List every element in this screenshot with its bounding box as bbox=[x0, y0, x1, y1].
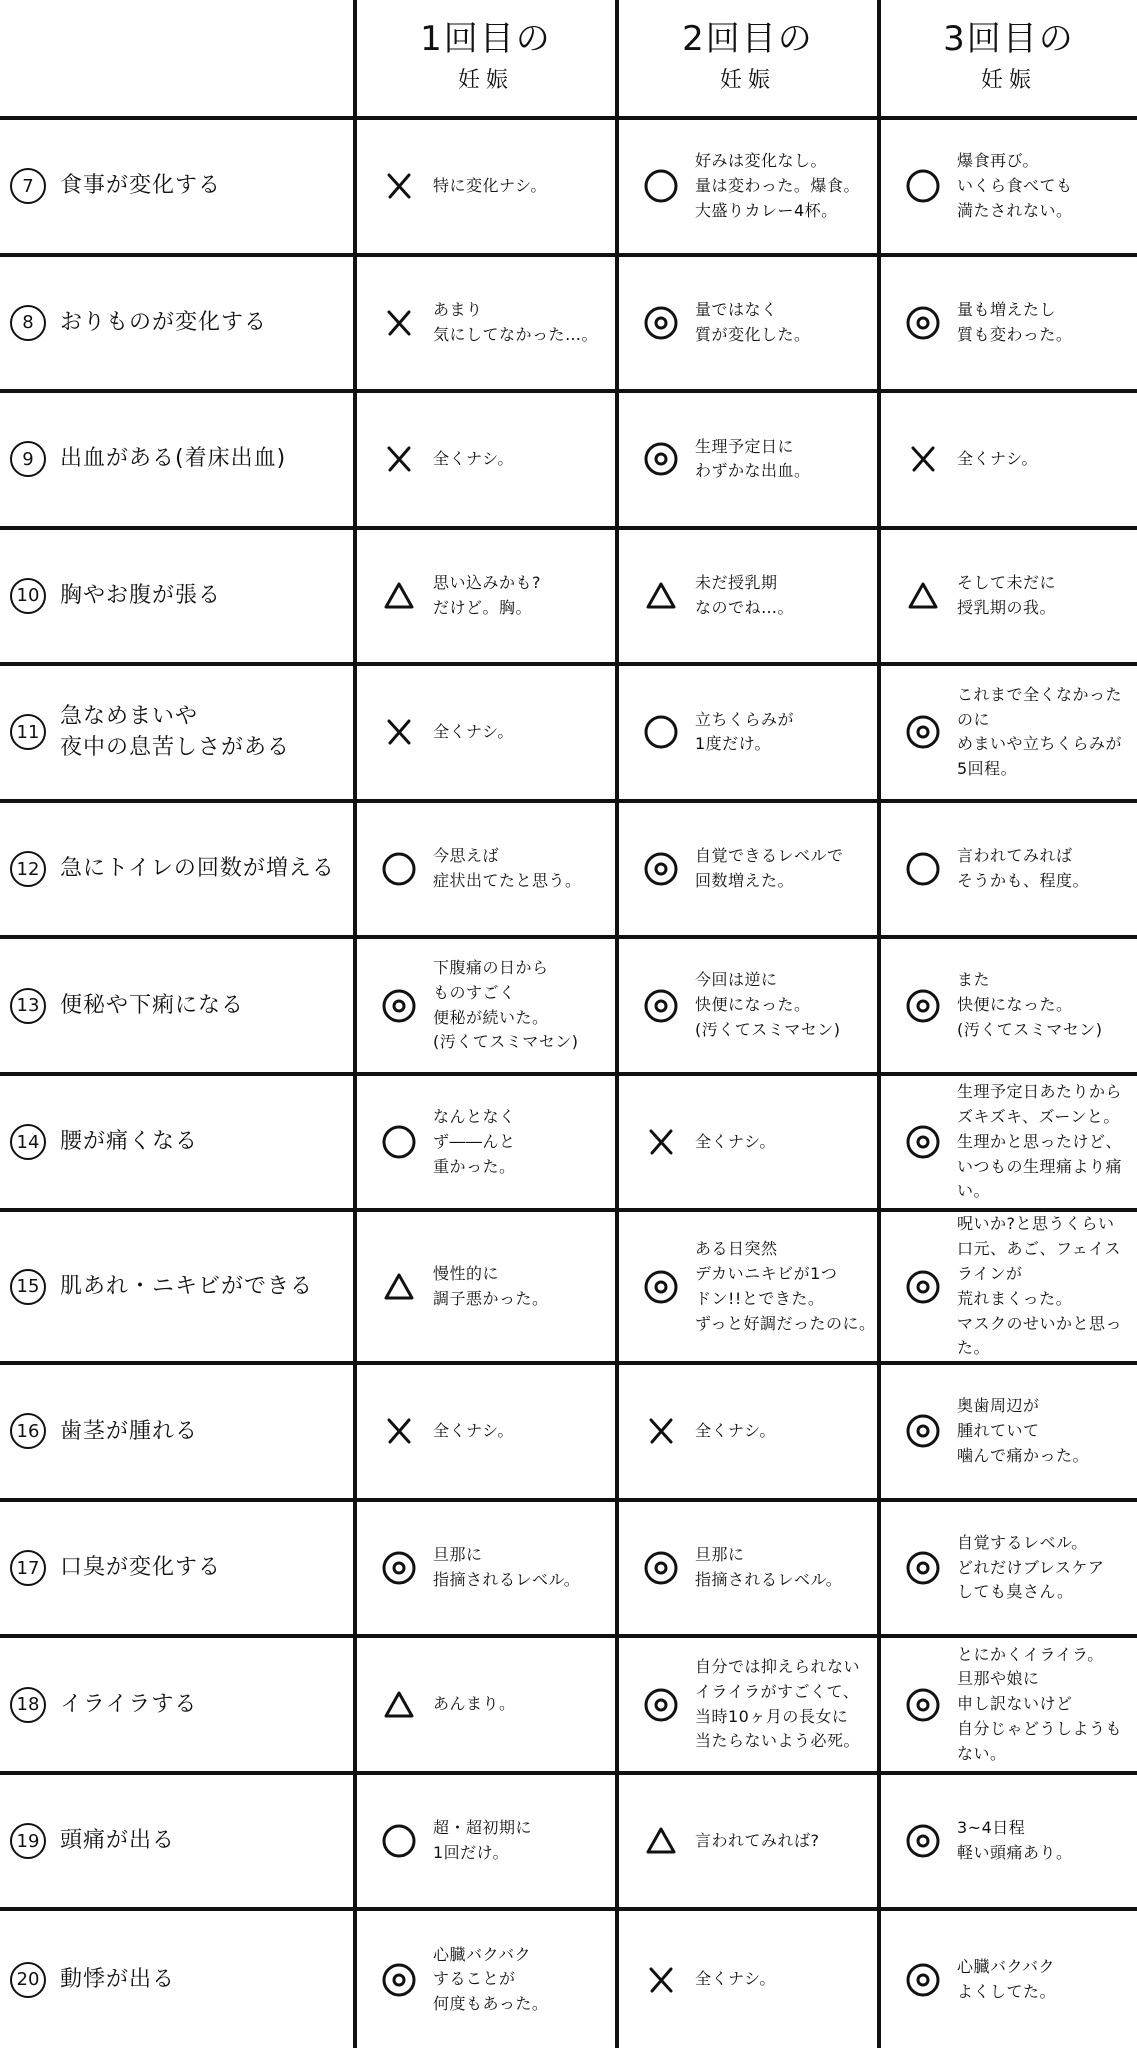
symptom-label-cell bbox=[0, 257, 357, 394]
double-mark-icon bbox=[903, 1548, 943, 1588]
answer-note: なんとなく ず――んと 重かった。 bbox=[433, 1106, 516, 1176]
header-title: 2回目の bbox=[682, 19, 814, 60]
triangle-mark-icon bbox=[903, 576, 943, 616]
answer-note: これまで全くなかったのに めまいや立ちくらみが 5回程。 bbox=[957, 684, 1123, 779]
answer-cell-pregnancy-1 bbox=[357, 530, 619, 667]
symptom-label-cell bbox=[0, 666, 357, 803]
answer-note: また 快便になった。 (汚くてスミマセン) bbox=[957, 970, 1103, 1039]
circle-mark-icon bbox=[641, 712, 681, 752]
symptom-label: 口臭が変化する bbox=[60, 1555, 222, 1581]
double-mark-icon bbox=[903, 986, 943, 1026]
header-title: 1回目の bbox=[420, 19, 552, 60]
double-mark-icon bbox=[641, 1267, 681, 1307]
answer-note: 超・超初期に 1回だけ。 bbox=[433, 1818, 533, 1863]
rating-mark bbox=[641, 1411, 681, 1451]
answer-cell-pregnancy-1 bbox=[357, 257, 619, 394]
symptom-label: 出血がある(着床出血) bbox=[60, 446, 287, 472]
answer-note: 生理予定日あたりから ズキズキ、ズーンと。 生理かと思ったけど、 いつもの生理痛より痛い。 bbox=[957, 1082, 1123, 1201]
answer-cell-pregnancy-2 bbox=[619, 1911, 881, 2048]
rating-mark bbox=[641, 1122, 681, 1162]
answer-note: 自覚するレベル。 どれだけブレスケア しても臭さん。 bbox=[957, 1532, 1105, 1602]
rating-mark bbox=[903, 986, 943, 1026]
header-pregnancy-1 bbox=[357, 0, 619, 120]
rating-mark bbox=[379, 986, 419, 1026]
answer-cell-pregnancy-3 bbox=[881, 1638, 1137, 1775]
triangle-mark-icon bbox=[641, 1821, 681, 1861]
answer-note: 全くナシ。 bbox=[433, 722, 514, 742]
answer-note: 思い込みかも? だけど。胸。 bbox=[433, 573, 541, 617]
answer-cell-pregnancy-2 bbox=[619, 1212, 881, 1365]
rating-mark bbox=[903, 1960, 943, 2000]
answer-cell-pregnancy-3 bbox=[881, 120, 1137, 257]
symptom-label-cell bbox=[0, 939, 357, 1076]
item-number-badge: 18 bbox=[10, 1687, 46, 1723]
cross-mark-icon bbox=[379, 712, 419, 752]
symptom-label-cell bbox=[0, 1365, 357, 1502]
item-number-badge: 7 bbox=[10, 168, 46, 204]
header-pregnancy-2 bbox=[619, 0, 881, 120]
rating-mark bbox=[903, 439, 943, 479]
answer-cell-pregnancy-2 bbox=[619, 1076, 881, 1213]
triangle-mark-icon bbox=[641, 576, 681, 616]
rating-mark bbox=[641, 1821, 681, 1861]
answer-note: とにかくイライラ。 旦那や娘に 申し訳ないけど 自分じゃどうしようもない。 bbox=[957, 1644, 1123, 1763]
answer-note: 言われてみれば? bbox=[695, 1830, 820, 1850]
answer-note: 心臓バクバク よくしてた。 bbox=[957, 1956, 1057, 2001]
header-pregnancy-3 bbox=[881, 0, 1137, 120]
answer-cell-pregnancy-2 bbox=[619, 120, 881, 257]
answer-note: 全くナシ。 bbox=[433, 448, 514, 468]
cross-mark-icon bbox=[379, 1411, 419, 1451]
symptom-label-cell bbox=[0, 1775, 357, 1912]
rating-mark bbox=[641, 1267, 681, 1307]
answer-cell-pregnancy-1 bbox=[357, 1911, 619, 2048]
answer-note: ある日突然 デカいニキビが1つ ドン!!とできた。 ずっと好調だったのに。 bbox=[695, 1239, 876, 1333]
double-mark-icon bbox=[903, 1821, 943, 1861]
answer-note: 今回は逆に 快便になった。 (汚くてスミマセン) bbox=[695, 970, 841, 1039]
symptom-label: おりものが変化する bbox=[60, 309, 268, 335]
circle-mark-icon bbox=[379, 1122, 419, 1162]
rating-mark bbox=[379, 439, 419, 479]
item-number-badge: 11 bbox=[10, 714, 46, 750]
cross-mark-icon bbox=[379, 439, 419, 479]
rating-mark bbox=[379, 1685, 419, 1725]
rating-mark bbox=[903, 1548, 943, 1588]
answer-note: 呪いか?と思うくらい 口元、あご、フェイスラインが 荒れまくった。 マスクのせいかと思った。 bbox=[957, 1214, 1123, 1358]
answer-cell-pregnancy-2 bbox=[619, 1775, 881, 1912]
rating-mark bbox=[379, 1267, 419, 1307]
symptom-label-cell bbox=[0, 1212, 357, 1365]
answer-cell-pregnancy-1 bbox=[357, 1502, 619, 1639]
double-mark-icon bbox=[903, 712, 943, 752]
double-mark-icon bbox=[641, 303, 681, 343]
circle-mark-icon bbox=[641, 166, 681, 206]
symptom-label-cell bbox=[0, 530, 357, 667]
symptom-label-cell bbox=[0, 120, 357, 257]
answer-note: 自分では抑えられない イライラがすごくて、 当時10ヶ月の長女に 当たらないよう必死。 bbox=[695, 1657, 861, 1751]
triangle-mark-icon bbox=[379, 1267, 419, 1307]
symptom-label: 動悸が出る bbox=[60, 1966, 176, 1992]
item-number-badge: 12 bbox=[10, 851, 46, 887]
answer-cell-pregnancy-3 bbox=[881, 1076, 1137, 1213]
symptom-label-cell bbox=[0, 803, 357, 940]
rating-mark bbox=[903, 849, 943, 889]
rating-mark bbox=[379, 166, 419, 206]
answer-cell-pregnancy-3 bbox=[881, 1911, 1137, 2048]
symptom-label: 頭痛が出る bbox=[60, 1828, 176, 1854]
answer-note: 奥歯周辺が 腫れていて 噛んで痛かった。 bbox=[957, 1396, 1090, 1465]
item-number-badge: 19 bbox=[10, 1823, 46, 1859]
answer-note: 生理予定日に わずかな出血。 bbox=[695, 436, 811, 481]
answer-cell-pregnancy-3 bbox=[881, 666, 1137, 803]
rating-mark bbox=[903, 1122, 943, 1162]
symptom-label: 腰が痛くなる bbox=[60, 1129, 199, 1155]
item-number-badge: 20 bbox=[10, 1962, 46, 1998]
symptom-label: 食事が変化する bbox=[60, 173, 222, 199]
double-mark-icon bbox=[903, 1685, 943, 1725]
double-mark-icon bbox=[903, 1411, 943, 1451]
answer-cell-pregnancy-1 bbox=[357, 393, 619, 530]
rating-mark bbox=[641, 986, 681, 1026]
cross-mark-icon bbox=[641, 1960, 681, 2000]
rating-mark bbox=[903, 166, 943, 206]
rating-mark bbox=[641, 1548, 681, 1588]
answer-cell-pregnancy-3 bbox=[881, 1502, 1137, 1639]
answer-cell-pregnancy-3 bbox=[881, 939, 1137, 1076]
rating-mark bbox=[379, 1548, 419, 1588]
symptom-label: 急にトイレの回数が増える bbox=[60, 856, 335, 882]
symptom-label: 急なめまいや 夜中の息苦しさがある bbox=[60, 703, 291, 761]
answer-cell-pregnancy-1 bbox=[357, 1775, 619, 1912]
answer-cell-pregnancy-3 bbox=[881, 1775, 1137, 1912]
header-subtitle: 妊娠 bbox=[457, 68, 514, 93]
answer-note: 慢性的に 調子悪かった。 bbox=[433, 1264, 549, 1308]
header-subtitle: 妊娠 bbox=[719, 68, 776, 93]
answer-cell-pregnancy-3 bbox=[881, 393, 1137, 530]
rating-mark bbox=[641, 303, 681, 343]
rating-mark bbox=[379, 712, 419, 752]
answer-cell-pregnancy-3 bbox=[881, 803, 1137, 940]
double-mark-icon bbox=[641, 986, 681, 1026]
item-number-badge: 16 bbox=[10, 1413, 46, 1449]
rating-mark bbox=[903, 1411, 943, 1451]
double-mark-icon bbox=[903, 303, 943, 343]
answer-note: 特に変化ナシ。 bbox=[433, 175, 547, 195]
item-number-badge: 14 bbox=[10, 1124, 46, 1160]
answer-cell-pregnancy-2 bbox=[619, 666, 881, 803]
answer-note: 立ちくらみが 1度だけ。 bbox=[695, 709, 795, 754]
symptom-label: イライラする bbox=[60, 1691, 198, 1717]
cross-mark-icon bbox=[379, 166, 419, 206]
answer-note: 言われてみれば そうかも、程度。 bbox=[957, 846, 1090, 891]
rating-mark bbox=[903, 1821, 943, 1861]
answer-note: 旦那に 指摘されるレベル。 bbox=[433, 1545, 581, 1590]
rating-mark bbox=[379, 1411, 419, 1451]
answer-cell-pregnancy-3 bbox=[881, 1365, 1137, 1502]
answer-cell-pregnancy-1 bbox=[357, 803, 619, 940]
circle-mark-icon bbox=[903, 166, 943, 206]
rating-mark bbox=[903, 303, 943, 343]
circle-mark-icon bbox=[379, 1821, 419, 1861]
rating-mark bbox=[379, 576, 419, 616]
answer-note: 全くナシ。 bbox=[695, 1421, 776, 1441]
rating-mark bbox=[379, 1122, 419, 1162]
double-mark-icon bbox=[903, 1267, 943, 1307]
rating-mark bbox=[641, 849, 681, 889]
answer-cell-pregnancy-2 bbox=[619, 257, 881, 394]
answer-note: 旦那に 指摘されるレベル。 bbox=[695, 1545, 843, 1590]
answer-cell-pregnancy-3 bbox=[881, 257, 1137, 394]
triangle-mark-icon bbox=[379, 576, 419, 616]
rating-mark bbox=[903, 1685, 943, 1725]
answer-cell-pregnancy-2 bbox=[619, 393, 881, 530]
circle-mark-icon bbox=[379, 849, 419, 889]
answer-note: 量ではなく 質が変化した。 bbox=[695, 300, 811, 344]
answer-cell-pregnancy-1 bbox=[357, 666, 619, 803]
rating-mark bbox=[641, 576, 681, 616]
circle-mark-icon bbox=[903, 849, 943, 889]
double-mark-icon bbox=[379, 1548, 419, 1588]
item-number-badge: 10 bbox=[10, 578, 46, 614]
answer-cell-pregnancy-1 bbox=[357, 1365, 619, 1502]
double-mark-icon bbox=[379, 1960, 419, 2000]
item-number-badge: 8 bbox=[10, 305, 46, 341]
answer-cell-pregnancy-2 bbox=[619, 1502, 881, 1639]
cross-mark-icon bbox=[641, 1122, 681, 1162]
rating-mark bbox=[641, 166, 681, 206]
answer-note: 今思えば 症状出てたと思う。 bbox=[433, 846, 582, 891]
answer-note: 全くナシ。 bbox=[957, 448, 1038, 468]
rating-mark bbox=[641, 1960, 681, 2000]
answer-cell-pregnancy-3 bbox=[881, 1212, 1137, 1365]
double-mark-icon bbox=[903, 1122, 943, 1162]
item-number-badge: 9 bbox=[10, 441, 46, 477]
answer-note: あんまり。 bbox=[433, 1694, 516, 1714]
answer-note: 下腹痛の日から ものすごく 便秘が続いた。 (汚くてスミマセン) bbox=[433, 958, 579, 1052]
double-mark-icon bbox=[379, 986, 419, 1026]
symptom-label: 歯茎が腫れる bbox=[60, 1418, 199, 1444]
symptom-label-cell bbox=[0, 1638, 357, 1775]
symptom-label-cell bbox=[0, 393, 357, 530]
answer-note: 全くナシ。 bbox=[695, 1969, 776, 1989]
symptom-label-cell bbox=[0, 1911, 357, 2048]
double-mark-icon bbox=[641, 439, 681, 479]
answer-cell-pregnancy-1 bbox=[357, 1212, 619, 1365]
answer-note: 量も増えたし 質も変わった。 bbox=[957, 300, 1073, 344]
answer-cell-pregnancy-2 bbox=[619, 530, 881, 667]
rating-mark bbox=[903, 576, 943, 616]
answer-note: 3~4日程 軽い頭痛あり。 bbox=[957, 1818, 1073, 1863]
rating-mark bbox=[641, 1685, 681, 1725]
symptom-label-cell bbox=[0, 1502, 357, 1639]
header-subtitle: 妊娠 bbox=[980, 68, 1037, 93]
item-number-badge: 17 bbox=[10, 1550, 46, 1586]
answer-note: 心臓バクバク することが 何度もあった。 bbox=[433, 1944, 549, 2014]
answer-note: 全くナシ。 bbox=[433, 1421, 514, 1441]
rating-mark bbox=[641, 712, 681, 752]
answer-note: 全くナシ。 bbox=[695, 1131, 776, 1151]
answer-note: 爆食再び。 いくら食べても 満たされない。 bbox=[957, 151, 1073, 220]
answer-cell-pregnancy-1 bbox=[357, 939, 619, 1076]
cross-mark-icon bbox=[641, 1411, 681, 1451]
double-mark-icon bbox=[641, 1548, 681, 1588]
rating-mark bbox=[379, 303, 419, 343]
rating-mark bbox=[379, 849, 419, 889]
rating-mark bbox=[903, 1267, 943, 1307]
answer-note: あまり 気にしてなかった…。 bbox=[433, 300, 599, 344]
item-number-badge: 15 bbox=[10, 1269, 46, 1305]
cross-mark-icon bbox=[379, 303, 419, 343]
answer-cell-pregnancy-1 bbox=[357, 120, 619, 257]
answer-cell-pregnancy-2 bbox=[619, 1365, 881, 1502]
symptom-label-cell bbox=[0, 1076, 357, 1213]
triangle-mark-icon bbox=[379, 1685, 419, 1725]
answer-cell-pregnancy-2 bbox=[619, 803, 881, 940]
answer-cell-pregnancy-2 bbox=[619, 1638, 881, 1775]
header-title: 3回目の bbox=[943, 19, 1075, 60]
symptom-label: 便秘や下痢になる bbox=[60, 992, 245, 1018]
rating-mark bbox=[379, 1960, 419, 2000]
header-empty-cell bbox=[0, 0, 357, 120]
answer-note: 好みは変化なし。 量は変わった。爆食。 大盛りカレー4杯。 bbox=[695, 151, 860, 220]
answer-note: そして未だに 授乳期の我。 bbox=[957, 573, 1057, 617]
answer-note: 未だ授乳期 なのでね…。 bbox=[695, 573, 795, 617]
rating-mark bbox=[903, 712, 943, 752]
answer-cell-pregnancy-3 bbox=[881, 530, 1137, 667]
answer-cell-pregnancy-1 bbox=[357, 1638, 619, 1775]
rating-mark bbox=[641, 439, 681, 479]
double-mark-icon bbox=[641, 849, 681, 889]
double-mark-icon bbox=[641, 1685, 681, 1725]
symptom-label: 胸やお腹が張る bbox=[60, 582, 222, 608]
answer-cell-pregnancy-1 bbox=[357, 1076, 619, 1213]
answer-cell-pregnancy-2 bbox=[619, 939, 881, 1076]
symptom-label: 肌あれ・ニキビができる bbox=[60, 1273, 314, 1299]
item-number-badge: 13 bbox=[10, 988, 46, 1024]
rating-mark bbox=[379, 1821, 419, 1861]
cross-mark-icon bbox=[903, 439, 943, 479]
double-mark-icon bbox=[903, 1960, 943, 2000]
answer-note: 自覚できるレベルで 回数増えた。 bbox=[695, 846, 844, 891]
